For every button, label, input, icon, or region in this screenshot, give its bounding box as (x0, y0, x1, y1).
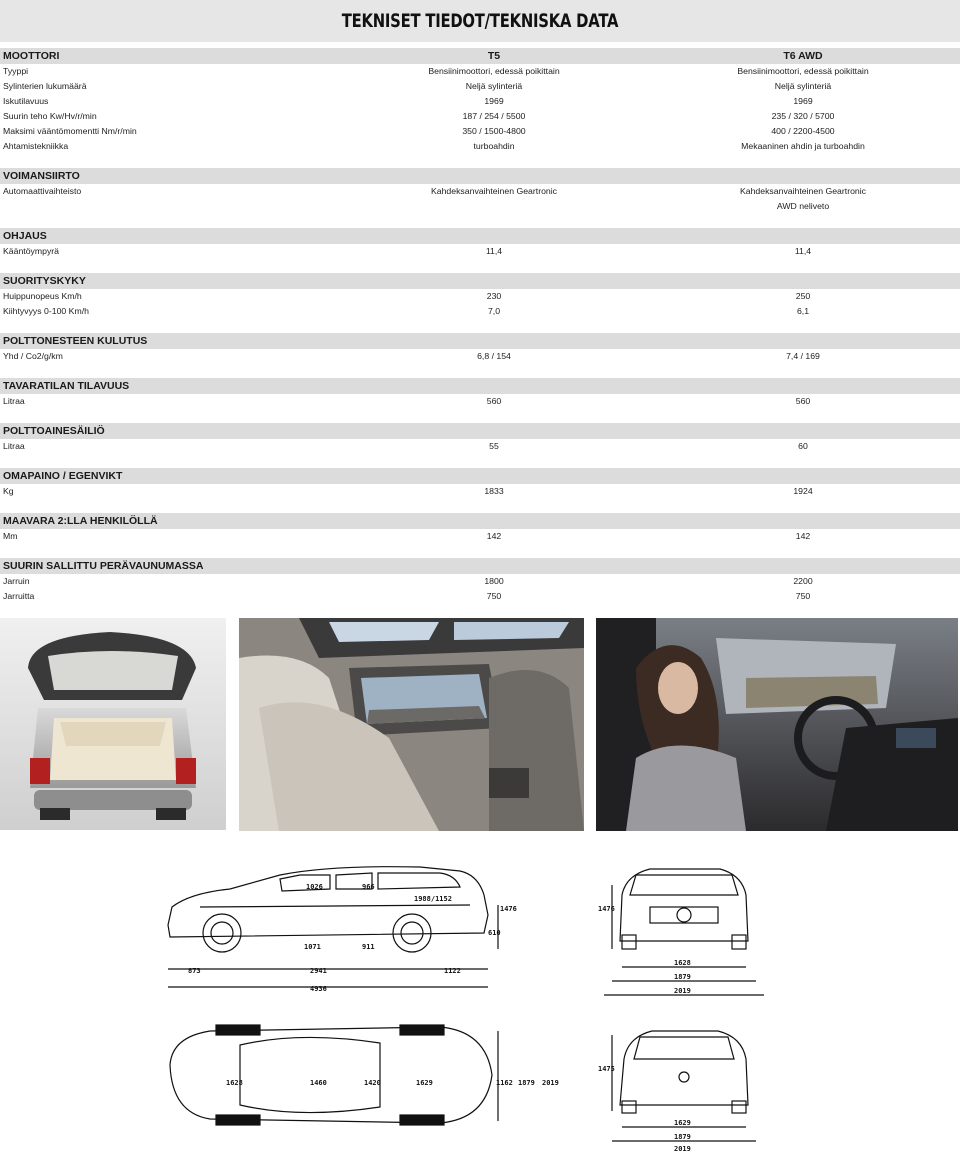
spec-label: Kiihtyvyys 0-100 Km/h (3, 306, 89, 316)
spec-label: Huippunopeus Km/h (3, 291, 82, 301)
column-heading-t6: T6 AWD (783, 50, 823, 62)
dim-top-1: 1628 (226, 1079, 243, 1087)
dim-front-width: 1879 (674, 973, 691, 981)
section-title: POLTTONESTEEN KULUTUS (3, 335, 148, 347)
spec-value-t5: turboahdin (473, 141, 515, 151)
spec-row (0, 79, 960, 94)
spec-value-t6: 1924 (793, 486, 813, 496)
spec-row (0, 289, 960, 304)
spec-label: Kääntöympyrä (3, 246, 60, 256)
spec-value-t5: 55 (489, 441, 499, 451)
dim-top-w2: 1879 (518, 1079, 535, 1087)
dim-side-2: 966 (362, 883, 375, 891)
section-gap (0, 409, 960, 423)
dim-side-5: 610 (488, 929, 501, 937)
dim-front-track: 1628 (674, 959, 691, 967)
front-view-drawing (620, 869, 748, 949)
spec-label: Suurin teho Kw/Hv/r/min (3, 111, 97, 121)
spec-value-t5: Neljä sylinteriä (465, 81, 523, 91)
side-view-drawing (168, 867, 488, 952)
photo-trunk (0, 618, 226, 830)
dim-top-4: 1629 (416, 1079, 433, 1087)
section-gap (0, 364, 960, 378)
spec-value-t6: 6,1 (796, 306, 810, 316)
spec-value-t5: 560 (486, 396, 502, 406)
spec-value-t5: 1833 (484, 486, 504, 496)
spec-value-t6: 235 / 320 / 5700 (771, 111, 835, 121)
dim-rear-track: 1629 (674, 1119, 691, 1127)
spec-row (0, 109, 960, 124)
section-heading (0, 48, 960, 64)
section-title: SUORITYSKYKY (3, 275, 86, 287)
section-heading (0, 168, 960, 184)
spec-value-t6: 1969 (793, 96, 813, 106)
spec-label: Jarruin (3, 576, 30, 586)
dim-front-overhang: 873 (188, 967, 201, 975)
spec-row (0, 304, 960, 319)
top-view-drawing (170, 1025, 492, 1125)
section-title: OMAPAINO / EGENVIKT (3, 470, 123, 482)
spec-value-t6: Neljä sylinteriä (774, 81, 832, 91)
title-bar (0, 0, 960, 42)
spec-label: Yhd / Co2/g/km (3, 351, 63, 361)
spec-row (0, 124, 960, 139)
section-title: OHJAUS (3, 230, 47, 242)
spec-row (0, 589, 960, 604)
dim-side-4: 1476 (500, 905, 517, 913)
section-title: MAAVARA 2:LLA HENKILÖLLÄ (3, 515, 158, 527)
spec-label: Litraa (3, 396, 25, 406)
dim-side-1: 1026 (306, 883, 323, 891)
section-heading (0, 423, 960, 439)
dim-rear-overhang: 1122 (444, 967, 461, 975)
spec-label: Litraa (3, 441, 25, 451)
spec-label: Kg (3, 486, 14, 496)
spec-row (0, 439, 960, 454)
section-title: SUURIN SALLITTU PERÄVAUNUMASSA (3, 560, 204, 572)
dim-top-3: 1420 (364, 1079, 381, 1087)
spec-value-t5: 350 / 1500-4800 (462, 126, 526, 136)
dimension-drawings (0, 845, 960, 1154)
photo-interior (239, 618, 584, 831)
dim-front-mirrors: 2019 (674, 987, 691, 995)
spec-value-t5: 11,4 (485, 246, 503, 256)
spec-value-t6: 2200 (793, 576, 813, 586)
spec-row (0, 349, 960, 364)
section-title: VOIMANSIIRTO (3, 170, 80, 182)
dim-top-2: 1460 (310, 1079, 327, 1087)
page-title: TEKNISET TIEDOT/TEKNISKA DATA (341, 10, 619, 32)
section-gap (0, 259, 960, 273)
spec-label: Automaattivaihteisto (3, 186, 82, 196)
dim-rear-height: 1475 (598, 1065, 615, 1073)
dim-wheelbase: 2941 (310, 967, 327, 975)
spec-value-t6: 7,4 / 169 (786, 351, 820, 361)
spec-value-t5: 1969 (484, 96, 504, 106)
rear-view-drawing (620, 1031, 748, 1113)
section-title: POLTTOAINESÄILIÖ (3, 425, 105, 437)
section-heading (0, 558, 960, 574)
spec-label: Iskutilavuus (3, 96, 49, 106)
section-gap (0, 544, 960, 558)
spec-value-t6: 11,4 (794, 246, 812, 256)
section-heading (0, 228, 960, 244)
spec-label: Ahtamistekniikka (3, 141, 69, 151)
section-title: TAVARATILAN TILAVUUS (3, 380, 130, 392)
dim-side-3: 1988/1152 (414, 895, 452, 903)
spec-row (0, 484, 960, 499)
spec-row (0, 394, 960, 409)
section-heading (0, 513, 960, 529)
section-gap (0, 214, 960, 228)
spec-value-t6: Kahdeksanvaihteinen Geartronic (739, 186, 867, 196)
spec-value-t5: 230 (486, 291, 502, 301)
spec-row (0, 184, 960, 199)
dim-rear-width: 1879 (674, 1133, 691, 1141)
section-gap (0, 454, 960, 468)
spec-value-t5: 142 (486, 531, 502, 541)
spec-label: Maksimi vääntömomentti Nm/r/min (3, 126, 137, 136)
column-heading-t5: T5 (487, 50, 501, 62)
spec-value-t6: Bensiinimoottori, edessä poikittain (737, 66, 869, 76)
spec-row (0, 94, 960, 109)
spec-row (0, 139, 960, 154)
spec-row (0, 244, 960, 259)
spec-label: Sylinterien lukumäärä (3, 81, 87, 91)
spec-value-t5: 6,8 / 154 (477, 351, 511, 361)
dim-length: 4936 (310, 985, 327, 993)
section-gap (0, 499, 960, 513)
spec-value-t6: 250 (795, 291, 811, 301)
photo-driver (596, 618, 958, 831)
spec-label: Jarruitta (3, 591, 35, 601)
spec-value-t6: 400 / 2200-4500 (771, 126, 835, 136)
spec-value-t5: 1800 (484, 576, 504, 586)
spec-value-t6: 60 (798, 441, 808, 451)
section-gap (0, 319, 960, 333)
spec-value-t6: Mekaaninen ahdin ja turboahdin (741, 141, 865, 151)
section-heading (0, 378, 960, 394)
spec-value-t5: Kahdeksanvaihteinen Geartronic (430, 186, 558, 196)
section-heading (0, 333, 960, 349)
spec-value-t6: 750 (795, 591, 811, 601)
spec-label: Tyyppi (3, 66, 29, 76)
spec-label: Mm (3, 531, 18, 541)
dim-side-6: 1071 (304, 943, 321, 951)
dim-front-height: 1476 (598, 905, 615, 913)
spec-row (0, 574, 960, 589)
spec-value-t5: 187 / 254 / 5500 (462, 111, 526, 121)
dim-top-w3: 2019 (542, 1079, 559, 1087)
spec-value-t5: 7,0 (487, 306, 501, 316)
dim-rear-mirrors: 2019 (674, 1145, 691, 1153)
section-gap (0, 154, 960, 168)
spec-value-t6: 560 (795, 396, 811, 406)
spec-value-t5: Bensiinimoottori, edessä poikittain (428, 66, 560, 76)
spec-value-t5: 750 (486, 591, 502, 601)
spec-row (0, 529, 960, 544)
dim-top-w1: 1162 (496, 1079, 513, 1087)
section-title: MOOTTORI (3, 50, 60, 62)
spec-value-t6: AWD neliveto (776, 201, 830, 211)
section-heading (0, 468, 960, 484)
spec-value-t6: 142 (795, 531, 811, 541)
section-heading (0, 273, 960, 289)
spec-row (0, 199, 960, 214)
spec-row (0, 64, 960, 79)
dim-side-7: 911 (362, 943, 375, 951)
specs-table (0, 48, 960, 604)
